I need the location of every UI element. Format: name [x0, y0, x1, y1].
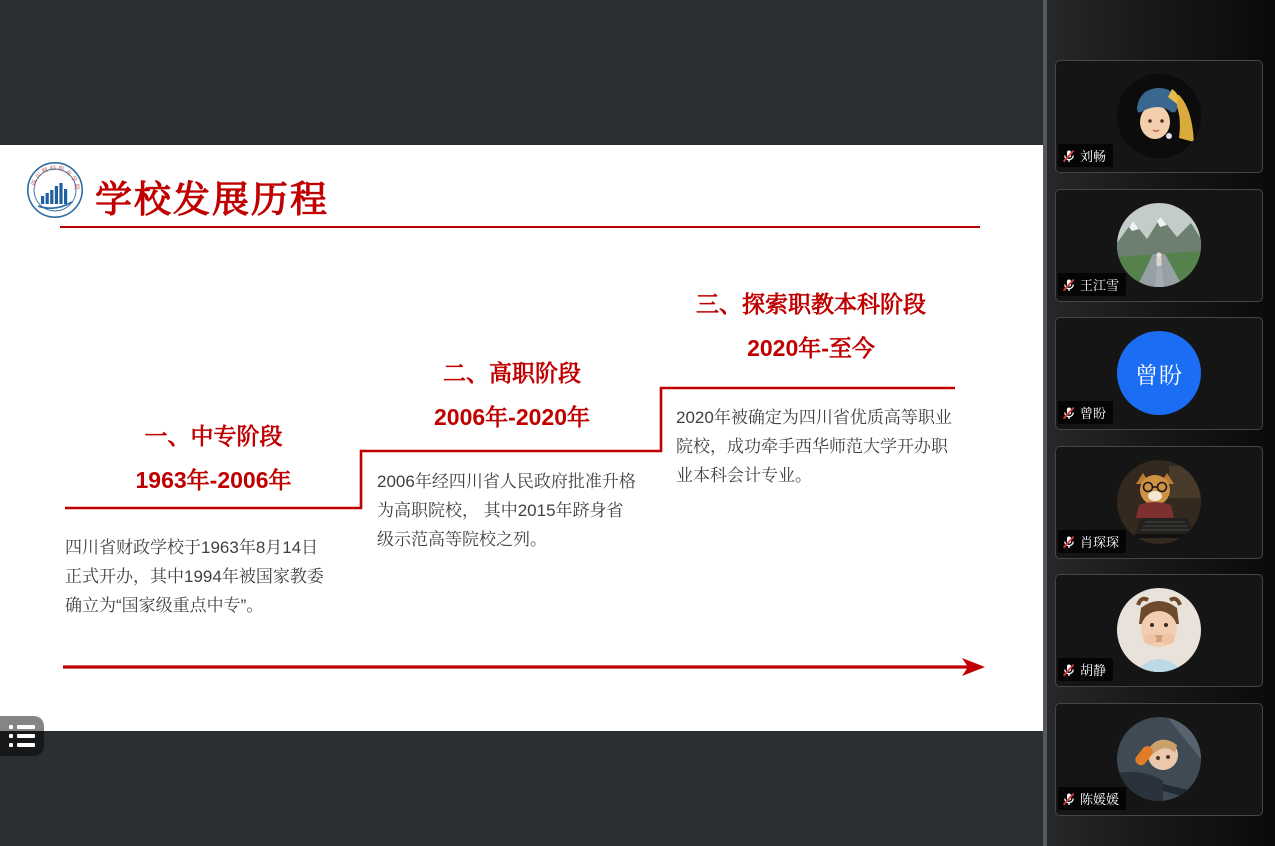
stage1-label: 一、中专阶段	[144, 423, 283, 449]
toddler-avatar-icon	[1117, 588, 1201, 672]
avatar	[1117, 74, 1201, 158]
stage3-header	[664, 282, 958, 370]
stage2-years: 2006年-2020年	[434, 404, 590, 430]
participant-nametag	[1058, 273, 1126, 296]
dog-at-laptop-avatar-icon	[1117, 460, 1201, 544]
stage2-line3: 级示范高等院校之列。	[377, 530, 547, 549]
mic-muted-icon	[1061, 534, 1077, 550]
stage2-label: 二、高职阶段	[443, 360, 581, 386]
participant-name: 刘畅	[1080, 149, 1107, 164]
list-icon	[9, 725, 35, 747]
participant-nametag	[1058, 787, 1126, 810]
participant-nametag	[1058, 401, 1113, 424]
slide-outline-button[interactable]	[0, 716, 44, 756]
stage1-line2: 正式开办，其中1994年被国家教委	[65, 567, 324, 586]
stage1-years: 1963年-2006年	[135, 467, 292, 493]
stage2-line1: 2006年经四川省人民政府批准升格	[377, 472, 636, 491]
stage3-line2: 院校，成功牵手西华师范大学开办职	[676, 437, 948, 456]
stage3-line1: 2020年被确定为四川省优质高等职业	[676, 408, 952, 427]
participant-name: 曾盼	[1080, 406, 1107, 421]
participant-nametag	[1058, 144, 1113, 167]
mic-muted-icon	[1061, 405, 1077, 421]
stage3-label: 三、探索职教本科阶段	[696, 291, 926, 317]
mic-muted-icon	[1061, 791, 1077, 807]
participant-name: 胡静	[1080, 663, 1107, 678]
avatar	[1117, 717, 1201, 801]
mic-muted-icon	[1061, 662, 1077, 678]
participant-tile[interactable]	[1055, 317, 1263, 430]
participant-name: 王江雪	[1080, 278, 1120, 293]
avatar	[1117, 460, 1201, 544]
mic-muted-icon	[1061, 148, 1077, 164]
participant-tile[interactable]	[1055, 574, 1263, 687]
girl-with-pearl-earring-avatar-icon	[1117, 74, 1201, 158]
participant-nametag	[1058, 658, 1113, 681]
stage1-header	[65, 414, 362, 502]
child-in-car-avatar-icon	[1117, 717, 1201, 801]
participant-tile[interactable]	[1055, 189, 1263, 302]
mic-muted-icon	[1061, 277, 1077, 293]
participants-sidebar	[1047, 0, 1275, 846]
stage3-line3: 业本科会计专业。	[676, 466, 812, 485]
mountain-road-avatar-icon	[1117, 203, 1201, 287]
stage3-years: 2020年-至今	[747, 335, 875, 361]
participant-tile[interactable]	[1055, 60, 1263, 173]
slide-title: 学校发展历程	[95, 179, 329, 220]
participant-name: 肖琛琛	[1080, 535, 1120, 550]
svg-text:四川财经职业学院: 四川财经职业学院	[31, 165, 80, 192]
participant-nametag	[1058, 530, 1126, 553]
avatar	[1117, 203, 1201, 287]
participant-tile[interactable]	[1055, 446, 1263, 559]
stage3-body	[676, 403, 972, 490]
stage1-line3: 确立为“国家级重点中专”。	[65, 596, 264, 615]
shared-slide	[0, 145, 1043, 731]
stage2-line2: 为高职院校， 其中2015年跻身省	[377, 501, 624, 520]
initials-avatar: 曾盼	[1117, 331, 1201, 415]
stage2-header	[362, 351, 662, 439]
avatar	[1117, 588, 1201, 672]
stage1-line1: 四川省财政学校于1963年8月14日	[65, 538, 319, 557]
stage2-body	[377, 467, 669, 554]
participant-tile[interactable]	[1055, 703, 1263, 816]
participant-name: 陈媛媛	[1080, 792, 1120, 807]
stage1-body	[65, 533, 361, 620]
